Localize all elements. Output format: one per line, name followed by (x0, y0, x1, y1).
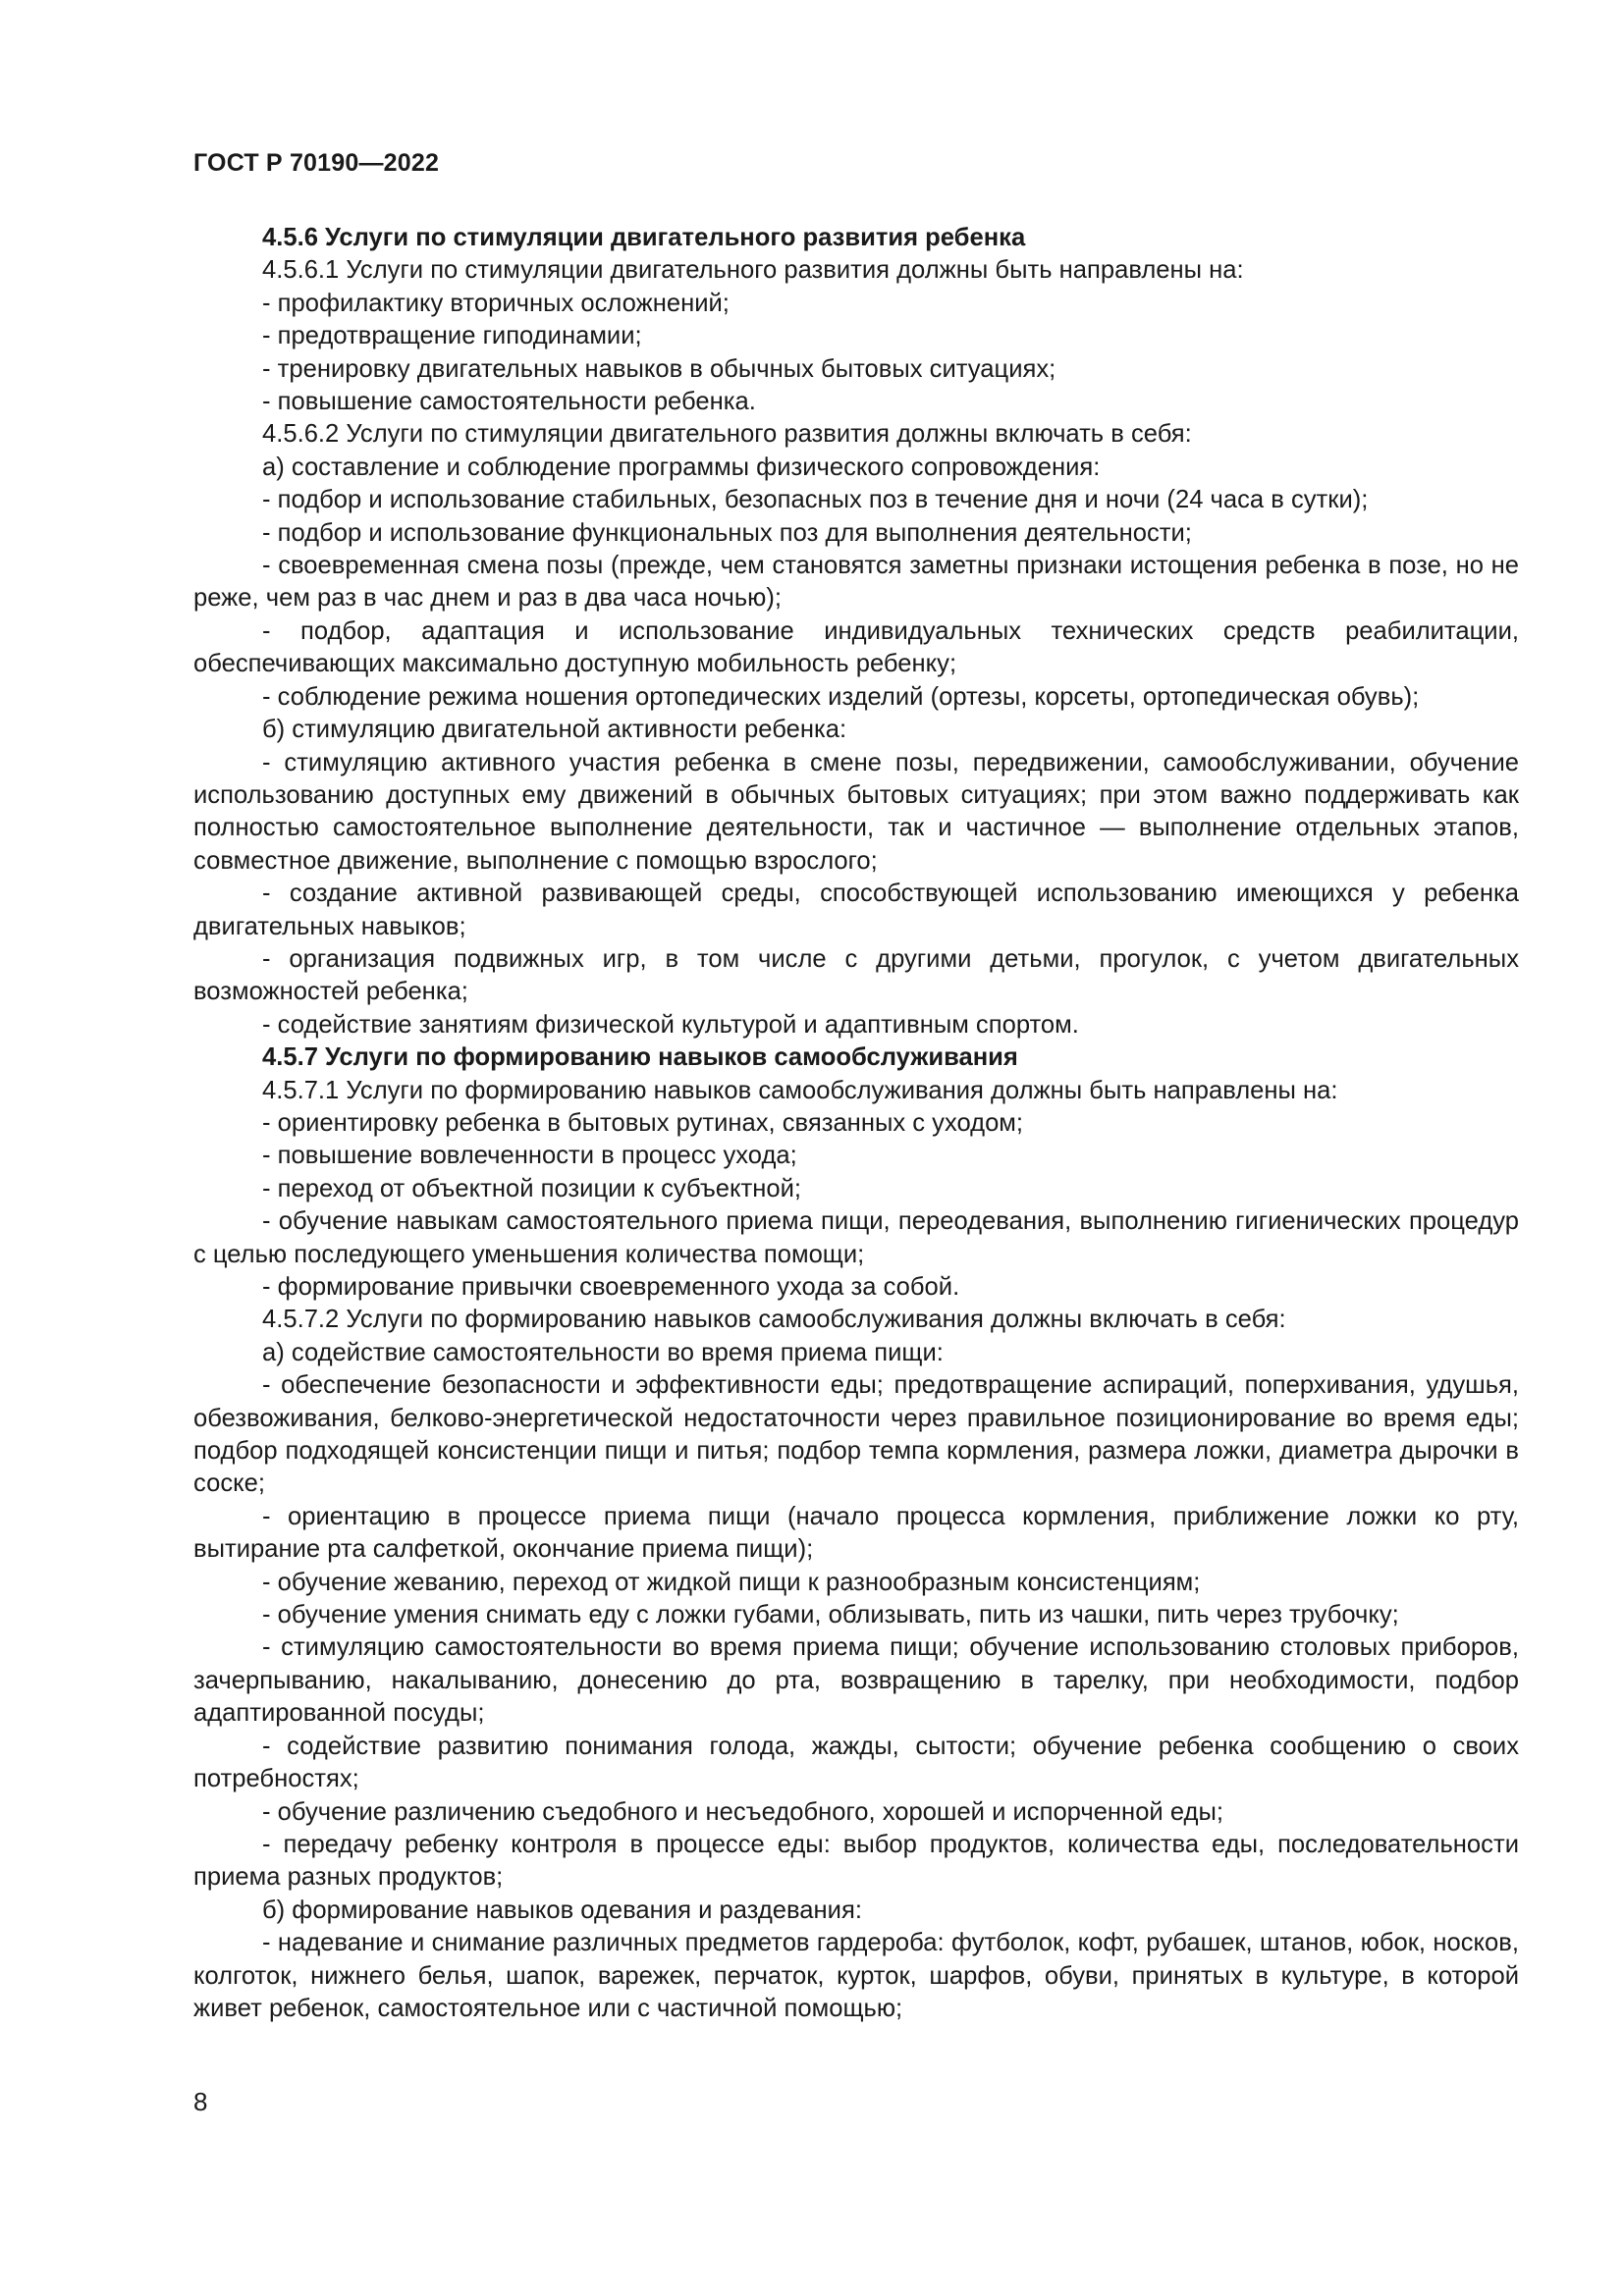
list-item: - повышение самостоятельности ребенка. (262, 388, 756, 416)
list-item: - стимуляцию самостоятельности во время приема пищи; обучение использованию столовых приборов, зачерпыванию, накалыванию, донесению до рта, возвращению в тарелку, при необходимости, подбор адаптированной посуды; (193, 1633, 1519, 1728)
list-item: - обучение навыкам самостоятельного приема пищи, переодевания, выполнению гигиенических процедур с целью последующего уменьшения количества помощи; (193, 1207, 1519, 1268)
list-item: - повышение вовлеченности в процесс ухода; (262, 1142, 797, 1170)
list-item: - передачу ребенку контроля в процессе еды: выбор продуктов, количества еды, последовательности приема разных продуктов; (193, 1830, 1519, 1892)
list-item: - стимуляцию активного участия ребенка в смене позы, передвижении, самообслуживании, обучение использованию доступных ему движений в обычных бытовых ситуациях; при этом важно поддерживать как полностью самостоятельное выполнение деятельности, так и частичное — выполнение отдельных этапов, совместное движение, выполнение с помощью взрослого; (193, 748, 1519, 875)
list-item: - обучение умения снимать еду с ложки губами, облизывать, пить из чашки, пить через трубочку; (262, 1601, 1399, 1629)
section-heading-4-5-6: 4.5.6 Услуги по стимуляции двигательного развития ребенка (262, 224, 1026, 251)
list-item: - содействие развитию понимания голода, жажды, сытости; обучение ребенка сообщению о своих потребностях; (193, 1732, 1519, 1793)
clause-4-5-6-2: 4.5.6.2 Услуги по стимуляции двигательного развития должны включать в себя: (262, 420, 1192, 449)
list-item: - обеспечение безопасности и эффективности еды; предотвращение аспираций, поперхивания, удушья, обезвоживания, белково-энергетической недостаточности через правильное позиционирование во время еды; подбор подходящей консистенции пищи и питья; подбор темпа кормления, размера ложки, диаметра дырочки в соске; (193, 1371, 1519, 1498)
page-number: 8 (193, 2087, 208, 2116)
list-item: - организация подвижных игр, в том числе с другими детьми, прогулок, с учетом двигательных возможностей ребенка; (193, 944, 1519, 1006)
list-item: - создание активной развивающей среды, способствующей использованию имеющихся у ребенка двигательных навыков; (193, 880, 1519, 940)
list-item: - ориентировку ребенка в бытовых рутинах, связанных с уходом; (262, 1108, 1024, 1137)
list-item: - надевание и снимание различных предметов гардероба: футболок, кофт, рубашек, штанов, юбок, носков, колготок, нижнего белья, шапок, варежек, перчаток, курток, шарфов, обуви, принятых в культуре, в которой живет ребенок, самостоятельное или с частичной помощью; (193, 1929, 1519, 2022)
list-item: - своевременная смена позы (прежде, чем становятся заметны признаки истощения ребенка в позе, но не реже, чем раз в час днем и раз в два часа ночью); (193, 552, 1519, 613)
list-item: - обучение жеванию, переход от жидкой пищи к разнообразным консистенциям; (262, 1568, 1201, 1596)
list-item: - соблюдение режима ношения ортопедических изделий (ортезы, корсеты, ортопедическая обувь); (262, 682, 1420, 711)
sub-clause-b: б) формирование навыков одевания и раздевания: (262, 1896, 862, 1924)
list-item: - подбор и использование функциональных поз для выполнения деятельности; (262, 518, 1192, 547)
sub-clause-a: а) составление и соблюдение программы физического сопровождения: (262, 453, 1101, 481)
list-item: - профилактику вторичных осложнений; (262, 289, 730, 317)
list-item: - содействие занятиям физической культурой и адаптивным спортом. (262, 1010, 1079, 1039)
section-heading-4-5-7: 4.5.7 Услуги по формированию навыков самообслуживания (262, 1043, 1018, 1072)
list-item: - подбор и использование стабильных, безопасных поз в течение дня и ночи (24 часа в сутки); (262, 486, 1369, 514)
list-item: - обучение различению съедобного и несъедобного, хорошей и испорченной еды; (262, 1797, 1223, 1826)
clause-4-5-7-2: 4.5.7.2 Услуги по формированию навыков самообслуживания должны включать в себя: (262, 1306, 1286, 1334)
list-item: - предотвращение гиподинамии; (262, 322, 642, 350)
clause-4-5-7-1: 4.5.7.1 Услуги по формированию навыков самообслуживания должны быть направлены на: (262, 1076, 1338, 1104)
document-body (193, 222, 1519, 2025)
sub-clause-b: б) стимуляцию двигательной активности ребенка: (262, 716, 847, 744)
list-item: - тренировку двигательных навыков в обычных бытовых ситуациях; (262, 354, 1056, 383)
list-item: - формирование привычки своевременного ухода за собой. (262, 1273, 960, 1301)
list-item: - переход от объектной позиции к субъектной; (262, 1174, 802, 1202)
list-item: - ориентацию в процессе приема пищи (начало процесса кормления, приближение ложки ко рту, вытирание рта салфеткой, окончание приема пищи); (193, 1502, 1519, 1564)
sub-clause-a: а) содействие самостоятельности во время приема пищи: (262, 1338, 944, 1366)
document-header: ГОСТ Р 70190—2022 (193, 149, 440, 177)
list-item: - подбор, адаптация и использование индивидуальных технических средств реабилитации, обеспечивающих максимально доступную мобильность ребенку; (193, 616, 1519, 678)
clause-4-5-6-1: 4.5.6.1 Услуги по стимуляции двигательного развития должны быть направлены на: (262, 256, 1244, 285)
